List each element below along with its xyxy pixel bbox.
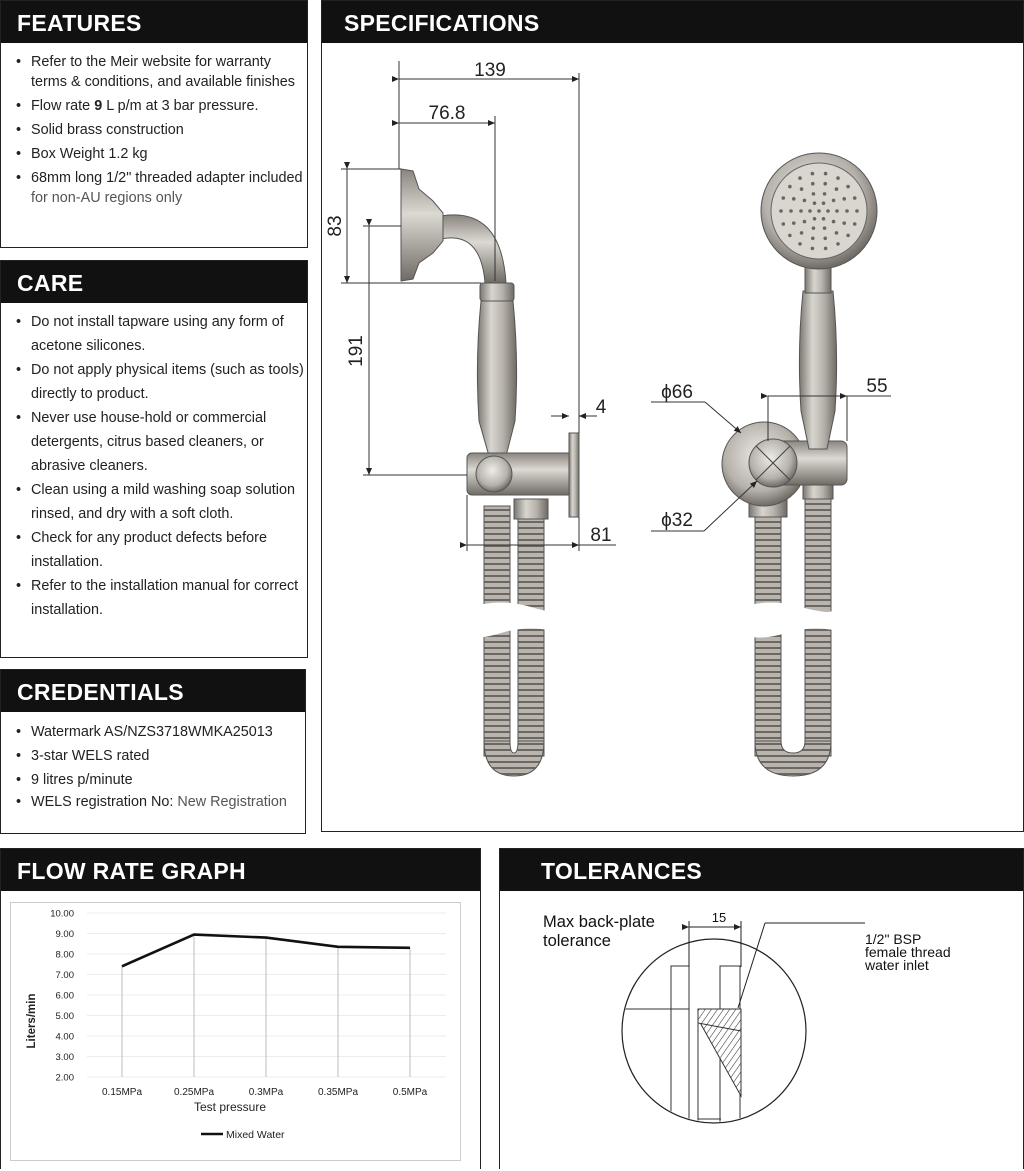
credentials-panel	[0, 669, 306, 834]
nozzle-dot	[788, 185, 792, 189]
nozzle-dot	[799, 209, 803, 213]
list-item: • Check for any product defects before installation.	[1, 526, 307, 574]
nozzle-dot	[824, 247, 828, 251]
nozzle-dot	[842, 221, 846, 225]
list-item: • WELS registration No: New Registration	[1, 794, 305, 811]
y-tick-label: 4.00	[55, 1031, 74, 1043]
front-view	[722, 153, 877, 776]
y-tick-label: 8.00	[55, 949, 74, 961]
x-tick-labels	[102, 1087, 428, 1098]
dim-191: 191	[346, 335, 367, 367]
handle-collar	[480, 283, 514, 301]
nozzle-dot	[823, 182, 827, 186]
x-tick-label: 0.35MPa	[317, 1087, 359, 1098]
nozzle-dot	[823, 192, 827, 196]
handle-front	[799, 291, 836, 449]
y-axis-label: Liters/min	[26, 993, 38, 1049]
nozzle-dot	[811, 247, 815, 251]
nozzle-dot	[808, 209, 812, 213]
list-item: • Do not apply physical items (such as tools) directly to product.	[1, 358, 307, 406]
dim-81: 81	[590, 525, 612, 546]
y-tick-label: 5.00	[55, 1011, 74, 1022]
y-tick-label: 7.00	[55, 970, 74, 981]
nozzle-dot	[803, 220, 807, 224]
x-tick-label: 0.25MPa	[173, 1087, 215, 1098]
x-axis-label: Test pressure	[193, 1100, 267, 1114]
nozzle-dot	[812, 192, 816, 196]
nozzle-dot	[803, 199, 807, 203]
y-tick-label: 3.00	[55, 1052, 74, 1063]
nozzle-dot	[813, 201, 817, 205]
nozzle-dot	[798, 242, 802, 246]
list-item: • Refer to the Meir website for warranty terms & conditions, and available finishes	[1, 52, 307, 92]
nozzle-dot	[853, 196, 857, 200]
specifications-panel	[321, 0, 1024, 832]
nozzle-dot	[812, 226, 816, 230]
credentials-list	[1, 722, 305, 811]
dim-66: ϕ66	[661, 382, 693, 403]
dim-55: 55	[866, 376, 888, 397]
nozzle-dot	[822, 217, 826, 221]
product-drawing	[322, 43, 1023, 831]
features-title: FEATURES	[1, 1, 307, 43]
tolerances-panel	[499, 848, 1024, 1169]
tolerance-drawing	[500, 891, 1023, 1169]
list-item: • 9 litres p/minute	[1, 770, 305, 790]
nozzle-dot	[813, 217, 817, 221]
nozzle-dot	[853, 222, 857, 226]
nozzle-dot	[835, 231, 839, 235]
dim-76-8: 76.8	[428, 103, 466, 124]
hose-loop	[484, 741, 544, 776]
nozzle-dot	[789, 209, 793, 213]
flow-title: FLOW RATE GRAPH	[1, 849, 480, 891]
nozzle-dot	[788, 234, 792, 238]
bsp-label-1: 1/2" BSP	[865, 931, 922, 947]
y-tick-label: 2.00	[55, 1072, 74, 1084]
nozzle-dot	[836, 176, 840, 180]
nozzle-dot	[800, 231, 804, 235]
hose-connector	[514, 499, 548, 519]
nozzle-dot	[792, 221, 796, 225]
dim-15: 15	[711, 910, 727, 925]
nozzle-dot	[817, 209, 821, 213]
nozzle-dot	[811, 182, 815, 186]
list-item: • Watermark AS/NZS3718WMKA25013	[1, 722, 305, 742]
dim-83: 83	[325, 215, 346, 237]
nozzle-dot	[822, 201, 826, 205]
backplate-label-2: tolerance	[543, 932, 611, 950]
flow-chart	[1, 901, 471, 1171]
list-item: • Refer to the installation manual for correct installation.	[1, 574, 307, 622]
nozzle-dot	[845, 209, 849, 213]
nozzle-dot	[823, 226, 827, 230]
nozzle-dot	[832, 199, 836, 203]
list-item: • Never use house-hold or commercial detergents, citrus based cleaners, or abrasive cleaners.	[1, 406, 307, 478]
list-item: • 68mm long 1/2" threaded adapter included for non-AU regions only	[1, 168, 307, 208]
x-tick-label: 0.3MPa	[248, 1087, 284, 1098]
credentials-title: CREDENTIALS	[1, 670, 305, 712]
backplate-label-1: Max back-plate	[543, 913, 655, 931]
tolerances-title: TOLERANCES	[500, 849, 1023, 891]
hose-right	[518, 513, 544, 756]
bsp-label-2: female thread	[865, 944, 951, 960]
bracket-knob	[476, 456, 512, 492]
y-tick-labels	[50, 909, 74, 1084]
nozzle-dot	[846, 185, 850, 189]
nozzle-dot	[779, 209, 783, 213]
y-tick-label: 6.00	[55, 990, 74, 1002]
dim-139: 139	[474, 60, 506, 81]
features-list	[1, 52, 307, 208]
nozzle-dot	[836, 242, 840, 246]
x-tick-label: 0.15MPa	[101, 1087, 143, 1098]
bsp-label-3: water inlet	[865, 957, 929, 973]
list-item: • Flow rate 9 L p/m at 3 bar pressure.	[1, 96, 307, 116]
y-tick-label: 10.00	[50, 908, 74, 920]
list-item: • Clean using a mild washing soap solution rinsed, and dry with a soft cloth.	[1, 478, 307, 526]
handle	[477, 301, 516, 456]
break-band	[471, 603, 561, 638]
nozzle-dot	[824, 172, 828, 176]
list-item: • 3-star WELS rated	[1, 746, 305, 766]
nozzle-dot	[811, 172, 815, 176]
nozzle-dot	[846, 234, 850, 238]
shower-head-side	[401, 169, 443, 281]
nozzle-dot	[826, 209, 830, 213]
care-list	[1, 310, 307, 622]
list-item: • Do not install tapware using any form of acetone silicones.	[1, 310, 307, 358]
nozzle-dot	[842, 197, 846, 201]
flow-panel	[0, 848, 481, 1169]
nozzle-dot	[855, 209, 859, 213]
nozzle-dot	[823, 236, 827, 240]
legend-label: Mixed Water	[226, 1129, 285, 1141]
x-tick-label: 0.5MPa	[392, 1087, 428, 1098]
list-item: • Box Weight 1.2 kg	[1, 144, 307, 164]
back-plate	[569, 433, 579, 517]
y-tick-label: 9.00	[55, 929, 74, 940]
dim-4: 4	[595, 397, 607, 418]
head-neck	[441, 215, 506, 283]
features-panel	[0, 0, 308, 248]
nozzle-dot	[835, 187, 839, 191]
nozzle-dot	[798, 176, 802, 180]
specifications-title: SPECIFICATIONS	[322, 1, 1023, 43]
nozzle-dot	[781, 196, 785, 200]
list-item: • Solid brass construction	[1, 120, 307, 140]
nozzle-dot	[792, 197, 796, 201]
side-view	[401, 169, 579, 776]
nozzle-dot	[781, 222, 785, 226]
nozzle-dot	[832, 220, 836, 224]
care-title: CARE	[1, 261, 307, 303]
care-panel	[0, 260, 308, 658]
nozzle-dot	[811, 236, 815, 240]
nozzle-dot	[835, 209, 839, 213]
hose-loop-front	[755, 741, 831, 776]
nozzle-dot	[800, 187, 804, 191]
dim-32: ϕ32	[661, 510, 693, 531]
